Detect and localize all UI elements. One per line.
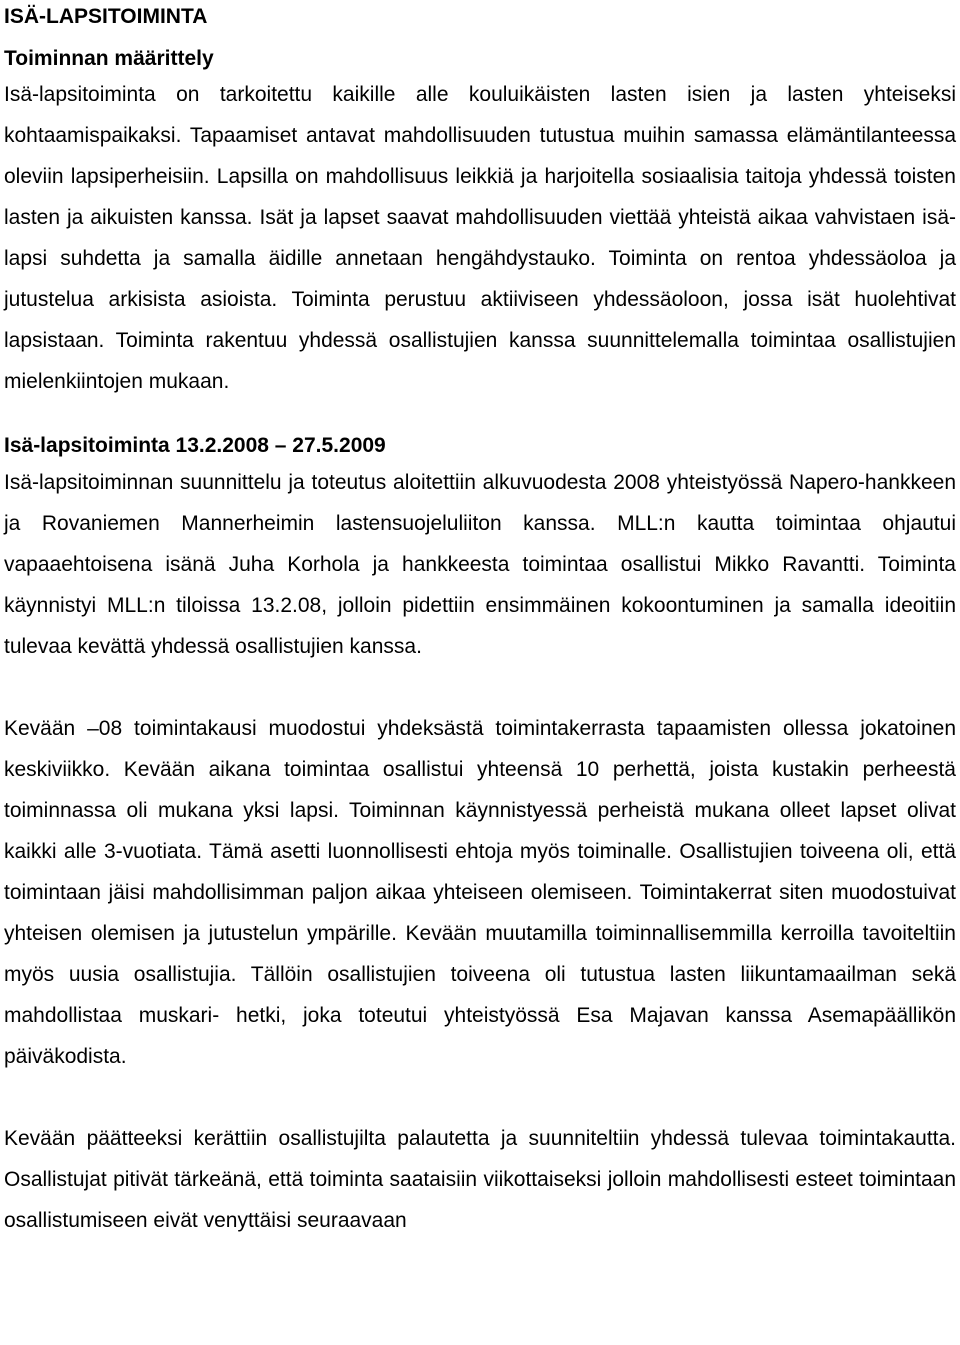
period-paragraph-feedback: Kevään päätteeksi kerättiin osallistujilta palautetta ja suunniteltiin yhdessä tulevaa toimintakautta. Osallistujat pitivät tärkeänä, että toiminta saataisiin viikottaiseksi jolloin mahdollisesti esteet toimintaan osallistumiseen eivät venyttäisi seuraavaan	[4, 1127, 956, 1232]
period-paragraph-spring: Kevään –08 toimintakausi muodostui yhdeksästä toimintakerrasta tapaamisten ollessa jokatoinen keskiviikko. Kevään aikana toimintaa osallistui yhteensä 10 perhettä, joista kustakin perheestä toiminnassa oli mukana yksi lapsi. Toiminnan käynnistyessä perheistä mukana olleet lapset olivat kaikki alle 3-vuotiata. Tämä asetti luonnollisesti ehtoja myös toiminalle. Osallistujien toiveena oli, että toimintaan jäisi mahdollisimman paljon aikaa yhteiseen olemiseen. Toimintakerrat siten muodostuivat yhteisen olemisen ja jutustelun ympärille. Kevään muutamilla toiminnallisemmilla kerroilla tavoiteltiin myös uusia osallistujia. Tällöin osallistujien toiveena oli tutustua lasten liikuntamaailman sekä mahdollistaa muskari- hetki, joka toteutui yhteistyössä Esa Majavan kanssa Asemapäällikön päiväkodista.	[4, 717, 956, 1068]
document-title: ISÄ-LAPSITOIMINTA	[4, 5, 208, 28]
section-heading-period: Isä-lapsitoiminta 13.2.2008 – 27.5.2009	[4, 434, 386, 457]
period-paragraph-start: Isä-lapsitoiminnan suunnittelu ja toteutus aloitettiin alkuvuodesta 2008 yhteistyössä Napero-hankkeen ja Rovaniemen Mannerheimin lastensuojeluliiton kanssa. MLL:n kautta toimintaa ohjautui vapaaehtoisena isänä Juha Korhola ja hankkeesta toimintaa osallistui Mikko Ravantti. Toiminta käynnistyi MLL:n tiloissa 13.2.08, jolloin pidettiin ensimmäinen kokoontuminen ja samalla ideoitiin tulevaa kevättä yhdessä osallistujien kanssa.	[4, 471, 956, 658]
section-heading-definition: Toiminnan määrittely	[4, 47, 214, 70]
document-page	[4, 0, 956, 1241]
definition-paragraph: Isä-lapsitoiminta on tarkoitettu kaikille alle kouluikäisten lasten isien ja lasten yhteiseksi kohtaamispaikaksi. Tapaamiset antavat mahdollisuuden tutustua muihin samassa elämäntilanteessa oleviin lapsiperheisiin. Lapsilla on mahdollisuus leikkiä ja harjoitella sosiaalisia taitoja yhdessä toisten lasten ja aikuisten kanssa. Isät ja lapset saavat mahdollisuuden viettää yhteistä aikaa vahvistaen isä-lapsi suhdetta ja samalla äidille annetaan hengähdystauko. Toiminta on rentoa yhdessäoloa ja jutustelua arkisista asioista. Toiminta perustuu aktiiviseen yhdessäoloon, jossa isät huolehtivat lapsistaan. Toiminta rakentuu yhdessä osallistujien kanssa suunnittelemalla toimintaa osallistujien mielenkiintojen mukaan.	[4, 83, 956, 393]
